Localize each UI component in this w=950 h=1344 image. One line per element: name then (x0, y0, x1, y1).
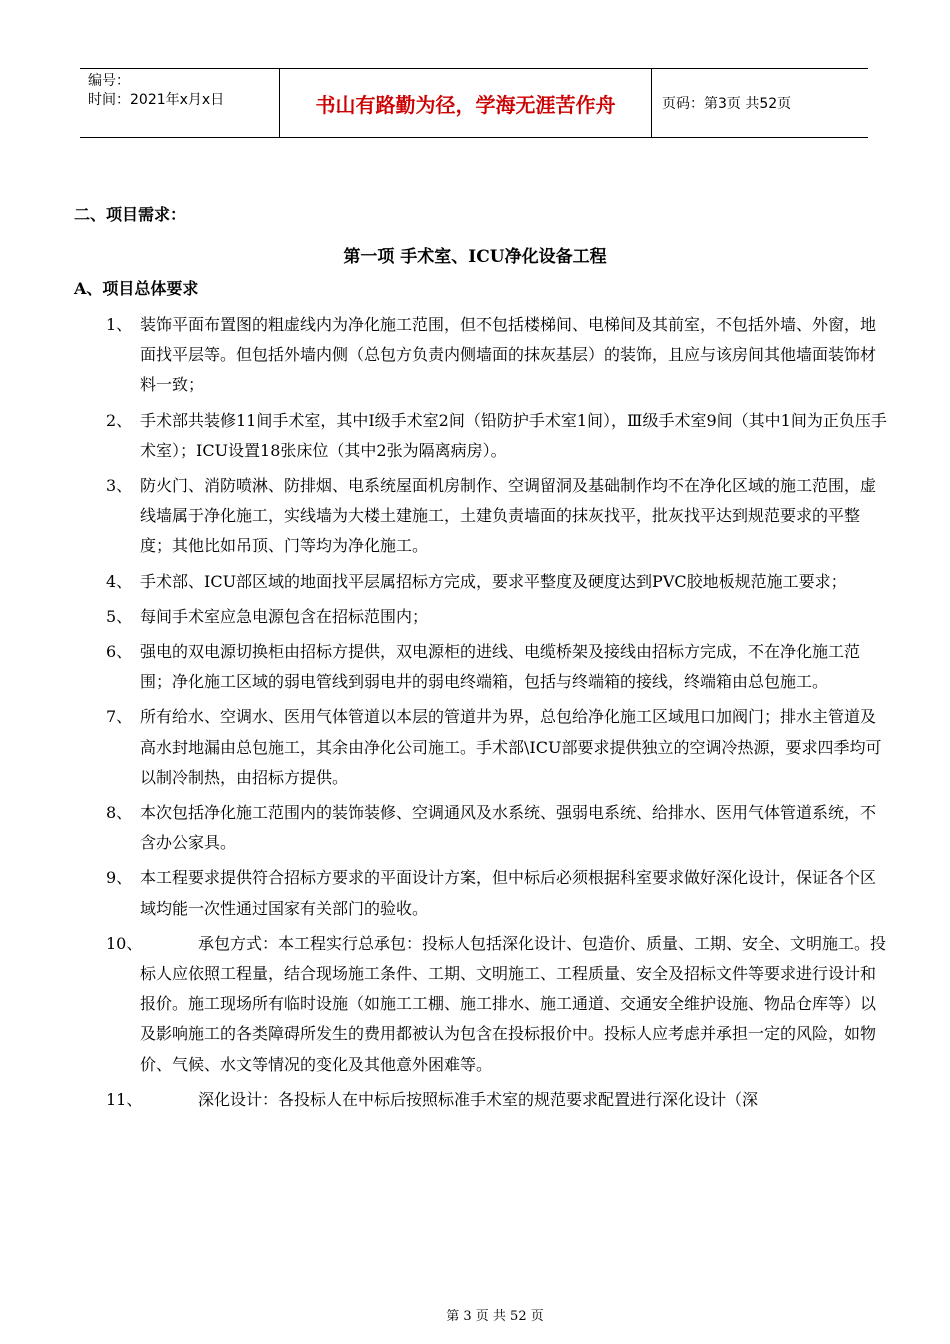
item-text: 装饰平面布置图的粗虚线内为净化施工范围，但不包括楼梯间、电梯间及其前室，不包括外墙、外窗，地面找平层等。但包括外墙内侧（总包方负责内侧墙面的抹灰基层）的装饰，且应与该房间其他墙面装饰材料一致； (140, 315, 877, 395)
header-time: 时间：2021年x月x日 (88, 92, 225, 108)
requirements-list (100, 310, 890, 1120)
item-number: 3、 (106, 476, 133, 496)
page-footer: 第 3 页 共 52 页 (446, 1309, 544, 1324)
item-number: 7、 (106, 707, 133, 727)
list-item (100, 1085, 890, 1115)
header-number: 编号： (88, 73, 130, 89)
item-text: 强电的双电源切换柜由招标方提供，双电源柜的进线、电缆桥架及接线由招标方完成，不在净化施工范围；净化施工区域的弱电管线到弱电井的弱电终端箱，包括与终端箱的接线，终端箱由总包施工。 (140, 642, 861, 692)
list-item (100, 637, 890, 697)
item-text: 每间手术室应急电源包含在招标范围内； (140, 606, 429, 626)
list-item (100, 702, 890, 793)
list-item (100, 567, 890, 597)
item-number: 2、 (106, 410, 133, 430)
item-number: 4、 (106, 571, 133, 591)
list-item (100, 310, 890, 401)
header-meta (80, 69, 280, 137)
list-item (100, 602, 890, 632)
item-text-content: 深化设计：各投标人在中标后按照标准手术室的规范要求配置进行深化设计（深 (198, 1089, 759, 1109)
header-page: 页码：第3页 共52页 (662, 96, 792, 112)
list-item (100, 929, 890, 1080)
section-title: 二、项目需求： (74, 205, 187, 224)
item-number: 10、 (106, 933, 143, 953)
item-text: 所有给水、空调水、医用气体管道以本层的管道井为界，总包给净化施工区域甩口加阀门；排水主管道及高水封地漏由总包施工，其余由净化公司施工。手术部\ICU部要求提供独立的空调冷热源，要求四季均可以制冷制热，由招标方提供。 (140, 707, 882, 787)
list-item (100, 406, 890, 466)
project-title: 第一项 手术室、ICU净化设备工程 (343, 247, 607, 267)
item-text: 本工程要求提供符合招标方要求的平面设计方案，但中标后必须根据科室要求做好深化设计，保证各个区域均能一次性通过国家有关部门的验收。 (140, 868, 877, 918)
item-text: 防火门、消防喷淋、防排烟、电系统屋面机房制作、空调留洞及基础制作均不在净化区域的施工范围，虚线墙属于净化施工，实线墙为大楼土建施工，土建负责墙面的抹灰找平，批灰找平达到规范要求的平整度；其他比如吊顶、门等均为净化施工。 (140, 476, 877, 556)
item-text (140, 934, 886, 1074)
item-text-content: 承包方式：本工程实行总承包：投标人包括深化设计、包造价、质量、工期、安全、文明施工。投标人应依照工程量，结合现场施工条件、工期、文明施工、工程质量、安全及招标文件等要求进行设计和报价。施工现场所有临时设施（如施工工棚、施工排水、施工通道、交通安全维护设施、物品仓库等）以及影响施工的各类障碍所发生的费用都被认为包含在投标报价中。投标人应考虑并承担一定的风险，如物价、气候、水文等情况的变化及其他意外困难等。 (140, 933, 887, 1074)
list-item (100, 863, 890, 923)
item-text: 手术部共装修11间手术室，其中Ⅰ级手术室2间（铅防护手术室1间），Ⅲ级手术室9间（其中1间为正负压手术室）；ICU设置18张床位（其中2张为隔离病房）。 (140, 410, 887, 460)
page-header (80, 68, 868, 138)
item-number: 11、 (106, 1089, 143, 1109)
item-text: 手术部、ICU部区域的地面找平层属招标方完成，要求平整度及硬度达到PVC胶地板规范施工要求； (140, 571, 847, 591)
item-number: 6、 (106, 642, 133, 662)
item-text: 本次包括净化施工范围内的装饰装修、空调通风及水系统、强弱电系统、给排水、医用气体管道系统，不含办公家具。 (140, 803, 877, 853)
sub-title: A、项目总体要求 (74, 279, 199, 298)
item-number: 8、 (106, 803, 133, 823)
item-number: 9、 (106, 868, 133, 888)
item-text (140, 1090, 758, 1109)
list-item (100, 471, 890, 562)
header-motto: 书山有路勤为径，学海无涯苦作舟 (280, 69, 652, 137)
item-number: 5、 (106, 606, 133, 626)
item-number: 1、 (106, 315, 133, 334)
list-item (100, 798, 890, 858)
